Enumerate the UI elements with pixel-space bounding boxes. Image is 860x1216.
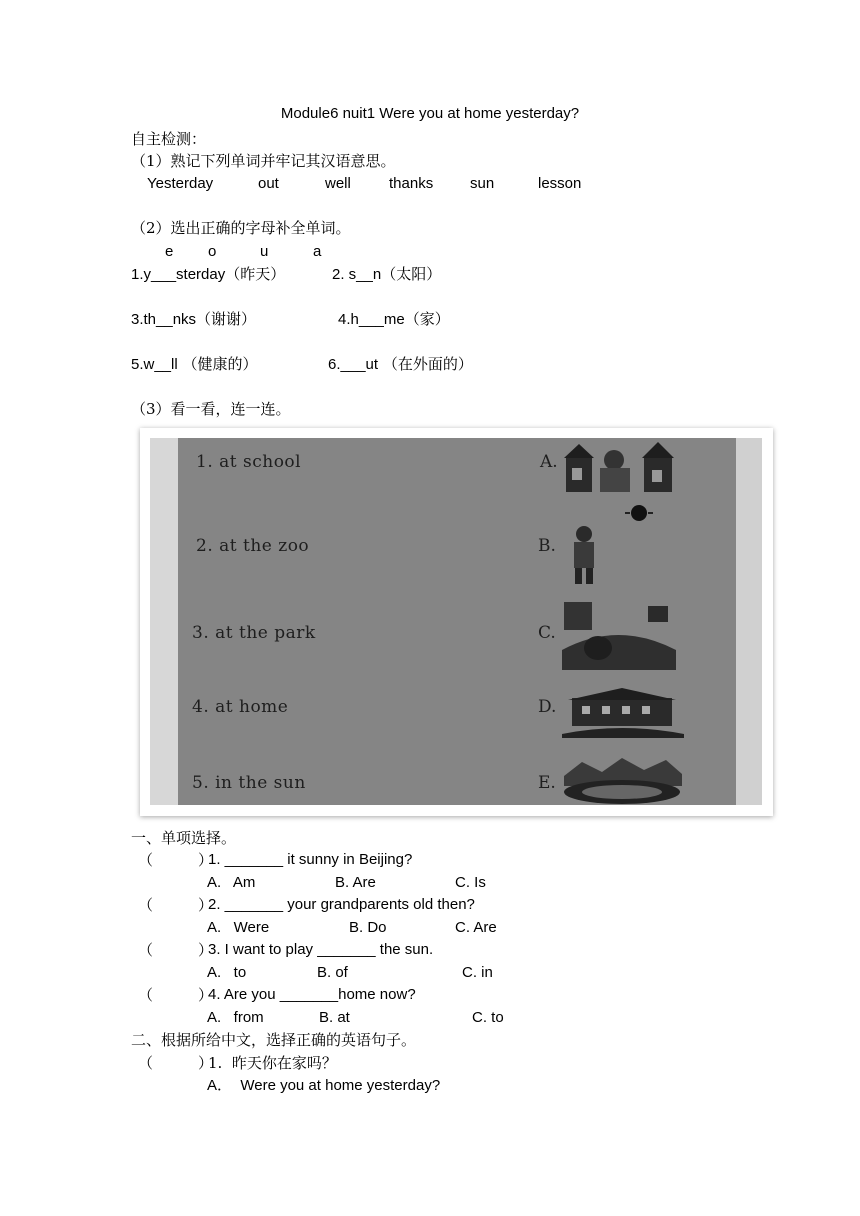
option-b: B. Do xyxy=(349,919,387,936)
answer-paren[interactable]: （ ） xyxy=(138,851,214,869)
photo-letter: D. xyxy=(538,697,557,717)
fill-word: 1.y___sterday（昨天） xyxy=(131,265,286,283)
photo-item: 1. at school xyxy=(196,452,302,472)
person-picture xyxy=(564,524,604,588)
question-text: 1. 昨天你在家吗？ xyxy=(208,1054,337,1072)
answer-paren[interactable]: （ ） xyxy=(138,986,214,1004)
letter-choice: e xyxy=(165,243,174,260)
question-text: 2. _______ your grandparents old then? xyxy=(208,896,475,913)
fill-word: 2. s__n（太阳） xyxy=(332,265,442,283)
section-one-heading: 一、单项选择。 xyxy=(131,829,237,847)
option-a: A. to xyxy=(207,964,247,981)
photo-letter: A. xyxy=(540,452,558,472)
word-item: Yesterday xyxy=(147,175,214,192)
word-item: sun xyxy=(470,175,495,192)
option-a: A. Were xyxy=(207,919,270,936)
fill-word: 3.th__nks（谢谢） xyxy=(131,310,257,328)
section-two-heading: 二、根据所给中文，选择正确的英语句子。 xyxy=(131,1031,417,1049)
part1-heading: （1）熟记下列单词并牢记其汉语意思。 xyxy=(131,152,396,170)
page-title: Module6 nuit1 Were you at home yesterday? xyxy=(280,105,580,122)
option-a: A. from xyxy=(207,1009,264,1026)
part2-heading: （2）选出正确的字母补全单词。 xyxy=(131,219,351,237)
answer-paren[interactable]: （ ） xyxy=(138,896,214,914)
option-a: A． Were you at home yesterday? xyxy=(207,1077,441,1094)
option-c: C. to xyxy=(472,1009,504,1026)
question-text: 4. Are you _______home now? xyxy=(208,986,416,1003)
option-b: B. Are xyxy=(335,874,376,891)
park-picture xyxy=(558,600,680,672)
section-self-check: 自主检测： xyxy=(131,130,207,148)
letter-choice: o xyxy=(208,243,217,260)
option-c: C. in xyxy=(462,964,493,981)
fill-word: 6.___ut （在外面的） xyxy=(328,355,473,373)
photo-letter: B. xyxy=(538,536,556,556)
letter-choice: u xyxy=(260,243,269,260)
school-picture xyxy=(560,442,680,494)
photo-item: 3. at the park xyxy=(192,623,316,643)
word-item: well xyxy=(325,175,351,192)
photo-letter: C. xyxy=(538,623,556,643)
answer-paren[interactable]: （ ） xyxy=(138,1054,214,1072)
option-b: B. of xyxy=(317,964,348,981)
photo-letter: E. xyxy=(538,773,556,793)
photo-item: 5. in the sun xyxy=(192,773,306,793)
option-c: C. Are xyxy=(455,919,497,936)
letter-choice: a xyxy=(313,243,322,260)
home-picture xyxy=(562,688,684,738)
question-text: 3. I want to play _______ the sun. xyxy=(208,941,434,958)
part3-heading: （3）看一看，连一连。 xyxy=(131,400,291,418)
zoo-picture xyxy=(562,756,684,805)
word-item: out xyxy=(258,175,279,192)
photo-item: 4. at home xyxy=(192,697,289,717)
matching-photo xyxy=(140,428,773,816)
option-a: A. Am xyxy=(207,874,256,891)
option-c: C. Is xyxy=(455,874,486,891)
answer-paren[interactable]: （ ） xyxy=(138,941,214,959)
word-item: thanks xyxy=(389,175,434,192)
fill-word: 5.w__ll （健康的） xyxy=(131,355,258,373)
sun-picture xyxy=(624,502,654,524)
word-item: lesson xyxy=(538,175,582,192)
photo-item: 2. at the zoo xyxy=(196,536,310,556)
option-b: B. at xyxy=(319,1009,350,1026)
fill-word: 4.h___me（家） xyxy=(338,310,450,328)
question-text: 1. _______ it sunny in Beijing? xyxy=(208,851,413,868)
